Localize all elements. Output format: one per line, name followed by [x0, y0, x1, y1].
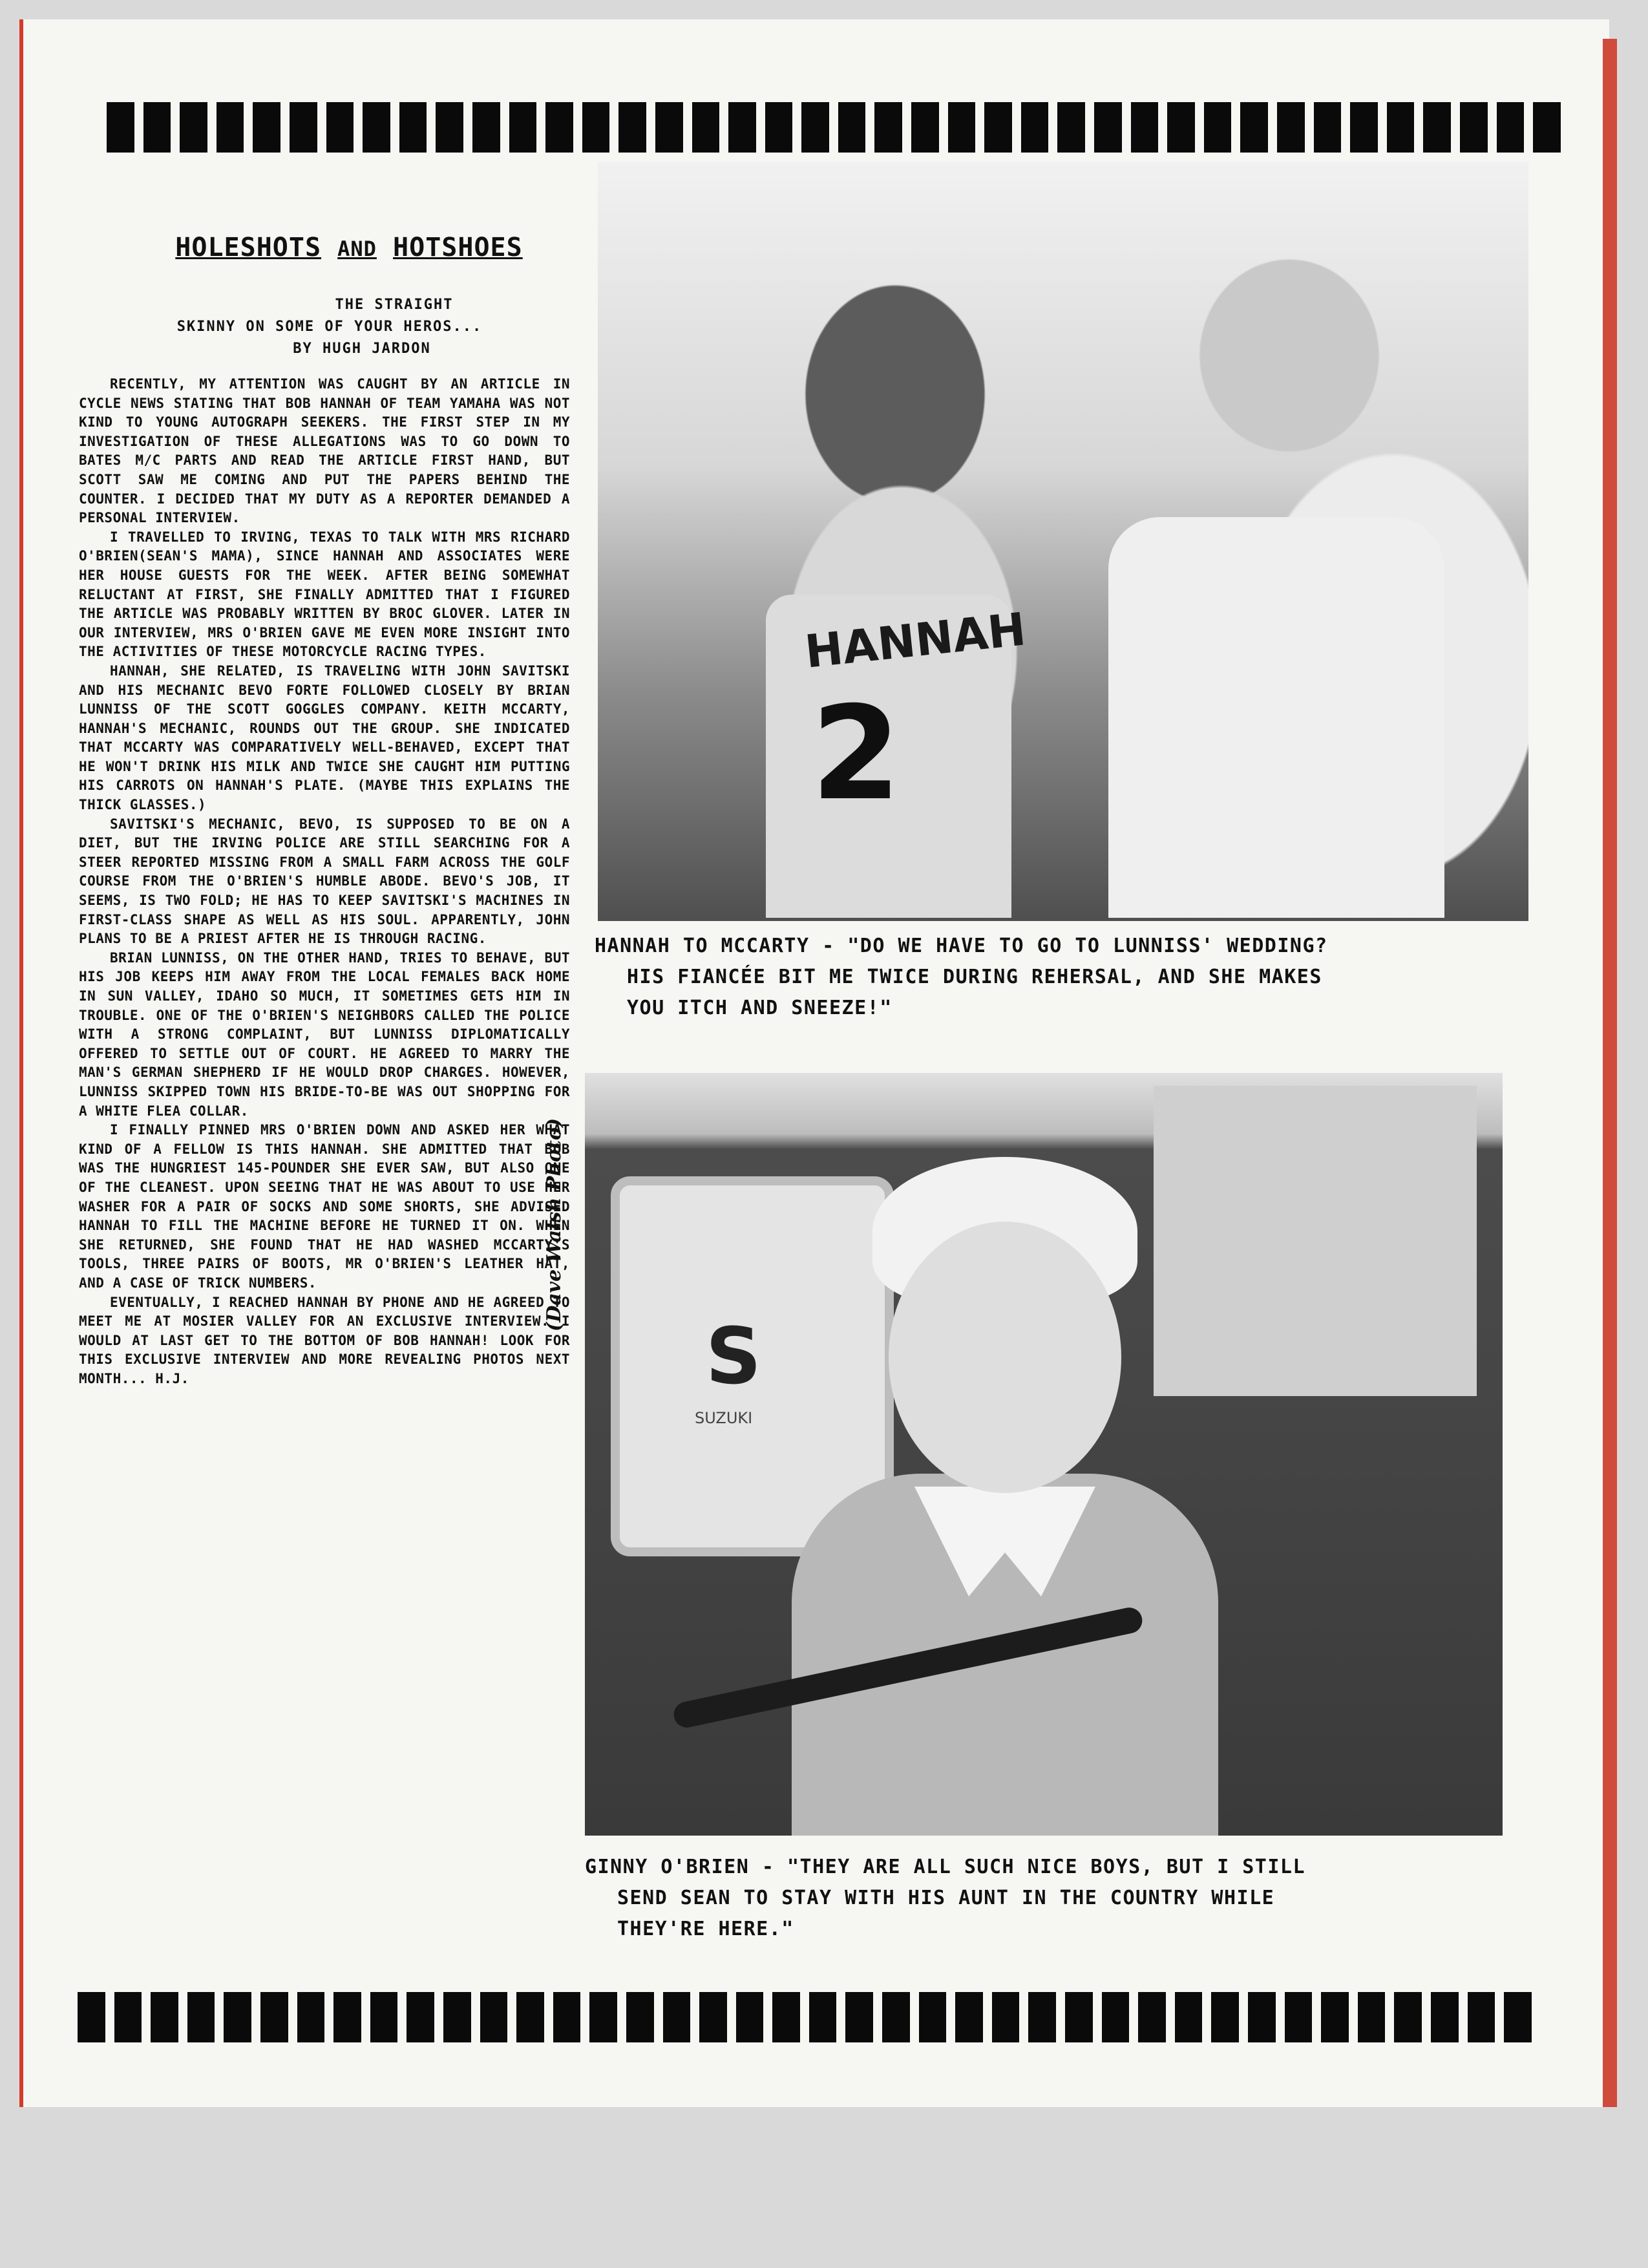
article-title	[168, 233, 530, 262]
photo1-caption-line-2: HIS FIANCÉE BIT ME TWICE DURING REHERSAL, AND SHE MAKES	[627, 966, 1322, 988]
article-body	[79, 375, 570, 1913]
photo-hannah-mccarty	[598, 162, 1528, 921]
paragraph-4: SAVITSKI'S MECHANIC, BEVO, IS SUPPOSED TO BE ON A DIET, BUT THE IRVING POLICE ARE STILL SEARCHING FOR A STEER REPORTED MISSING FROM A SMALL FARM ACROSS THE GOLF COURSE FROM THE O'BRIEN'S HUMBLE ABODE. BEVO'S JOB, IT SEEMS, IS TWO FOLD; HE HAS TO KEEP SAVITSKI'S MACHINES IN FIRST-CLASS SHAPE AS WELL AS HIS SOUL. APPARENTLY, JOHN PLANS TO BE A PRIEST AFTER HE IS THROUGH RACING.	[79, 816, 570, 947]
paragraph-5: BRIAN LUNNISS, ON THE OTHER HAND, TRIES TO BEHAVE, BUT HIS JOB KEEPS HIM AWAY FROM THE LOCAL FEMALES BACK HOME IN SUN VALLEY, IDAHO SO MUCH, IT SOMETIMES GETS HIM IN TROUBLE. ONE OF THE O'BRIEN'S NEIGHBORS CALLED THE POLICE WITH A STRONG COMPLAINT, BUT LUNNISS DIPLOMATICALLY OFFERED TO SETTLE OUT OF COURT. HE AGREED TO MARRY THE MAN'S GERMAN SHEPHERD IF HE WOULD DROP CHARGES. HOWEVER, LUNNISS SKIPPED TOWN HIS BRIDE-TO-BE WAS OUT SHOPPING FOR A WHITE FLEA COLLAR.	[79, 949, 570, 1119]
byline: BY HUGH JARDON	[293, 341, 431, 357]
jersey-name-text: HANNAH	[802, 602, 1029, 679]
subtitle-line-2: SKINNY ON SOME OF YOUR HEROS...	[176, 319, 483, 335]
suzuki-logo: S	[705, 1312, 762, 1402]
bottom-filmstrip-border	[78, 1992, 1532, 2042]
title-word-holeshots: HOLESHOTS	[175, 233, 322, 262]
top-filmstrip-border	[107, 102, 1561, 153]
photo2-caption-line-2: SEND SEAN TO STAY WITH HIS AUNT IN THE COUNTRY WHILE	[617, 1887, 1275, 1909]
paragraph-7: EVENTUALLY, I REACHED HANNAH BY PHONE AND HE AGREED TO MEET ME AT MOSIER VALLEY FOR AN EXCLUSIVE INTERVIEW. I WOULD AT LAST GET TO THE BOTTOM OF BOB HANNAH! LOOK FOR THIS EXCLUSIVE INTERVIEW AND MORE REVEALING PHOTOS NEXT MONTH... H.J.	[79, 1294, 570, 1386]
photo2-caption-line-3: THEY'RE HERE."	[617, 1918, 794, 1940]
photo1-caption-line-3: YOU ITCH AND SNEEZE!"	[627, 997, 893, 1019]
photo2-caption	[585, 1852, 1528, 1945]
jersey-number-text: 2	[811, 679, 902, 829]
photo-credit: (Dave Walsh Photo)	[543, 1118, 565, 1331]
subtitle-line-1: THE STRAIGHT	[335, 297, 454, 313]
photo-ginny-obrien	[585, 1073, 1503, 1836]
paragraph-6: I FINALLY PINNED MRS O'BRIEN DOWN AND ASKED HER WHAT KIND OF A FELLOW IS THIS HANNAH. SHE ADMITTED THAT BOB WAS THE HUNGRIEST 145-POUNDER SHE EVER SAW, BUT ALSO ONE OF THE CLEANEST. UPON SEEING THAT HE WAS ABOUT TO USE HER WASHER FOR A PAIR OF SOCKS AND SOME SHORTS, SHE ADVISED HANNAH TO FILL THE MACHINE BEFORE HE TURNED IT ON. WHEN SHE RETURNED, SHE FOUND THAT HE HAD WASHED MCCARTY'S TOOLS, THREE PAIRS OF BOOTS, MR O'BRIEN'S LEATHER HAT, AND A CASE OF TRICK NUMBERS.	[79, 1122, 570, 1291]
title-word-and: AND	[337, 237, 377, 261]
article-subtitle	[149, 294, 511, 360]
paragraph-1: RECENTLY, MY ATTENTION WAS CAUGHT BY AN ARTICLE IN CYCLE NEWS STATING THAT BOB HANNAH OF TEAM YAMAHA WAS NOT KIND TO YOUNG AUTOGRAPH SEEKERS. THE FIRST STEP IN MY INVESTIGATION OF THESE ALLEGATIONS WAS TO GO DOWN TO BATES M/C PARTS AND READ THE ARTICLE FIRST HAND, BUT SCOTT SAW ME COMING AND PUT THE PAPERS BEHIND THE COUNTER. I DECIDED THAT MY DUTY AS A REPORTER DEMANDED A PERSONAL INTERVIEW.	[79, 376, 570, 526]
page-edge-red	[1603, 39, 1617, 2107]
suzuki-brand-text: SUZUKI	[695, 1409, 753, 1427]
title-word-hotshoes: HOTSHOES	[393, 233, 523, 262]
photo1-caption-line-1: HANNAH TO MCCARTY - "DO WE HAVE TO GO TO LUNNISS' WEDDING?	[595, 935, 1328, 957]
paragraph-2: I TRAVELLED TO IRVING, TEXAS TO TALK WITH MRS RICHARD O'BRIEN(SEAN'S MAMA), SINCE HANNAH AND ASSOCIATES WERE HER HOUSE GUESTS FOR THE WEEK. AFTER BEING SOMEWHAT RELUCTANT AT FIRST, SHE FINALLY ADMITTED THAT I FIGURED THE ARTICLE WAS PROBABLY WRITTEN BY BROC GLOVER. LATER IN OUR INTERVIEW, MRS O'BRIEN GAVE ME EVEN MORE INSIGHT INTO THE ACTIVITIES OF THESE MOTORCYCLE RACING TYPES.	[79, 529, 570, 660]
photo1-caption	[595, 931, 1538, 1024]
face-shape	[889, 1222, 1121, 1493]
paragraph-3: HANNAH, SHE RELATED, IS TRAVELING WITH JOHN SAVITSKI AND HIS MECHANIC BEVO FORTE FOLLOWED CLOSELY BY BRIAN LUNNISS OF THE SCOTT GOGGLES COMPANY. KEITH MCCARTY, HANNAH'S MECHANIC, ROUNDS OUT THE GROUP. SHE INDICATED THAT MCCARTY WAS COMPARATIVELY WELL-BEHAVED, EXCEPT THAT HE WON'T DRINK HIS MILK AND TWICE SHE CAUGHT HIM PUTTING HIS CARROTS ON HANNAH'S PLATE. (MAYBE THIS EXPLAINS THE THICK GLASSES.)	[79, 662, 570, 813]
white-shirt-shape	[1108, 517, 1444, 918]
photo2-caption-line-1: GINNY O'BRIEN - "THEY ARE ALL SUCH NICE BOYS, BUT I STILL	[585, 1856, 1306, 1878]
van-window-right	[1154, 1086, 1477, 1396]
